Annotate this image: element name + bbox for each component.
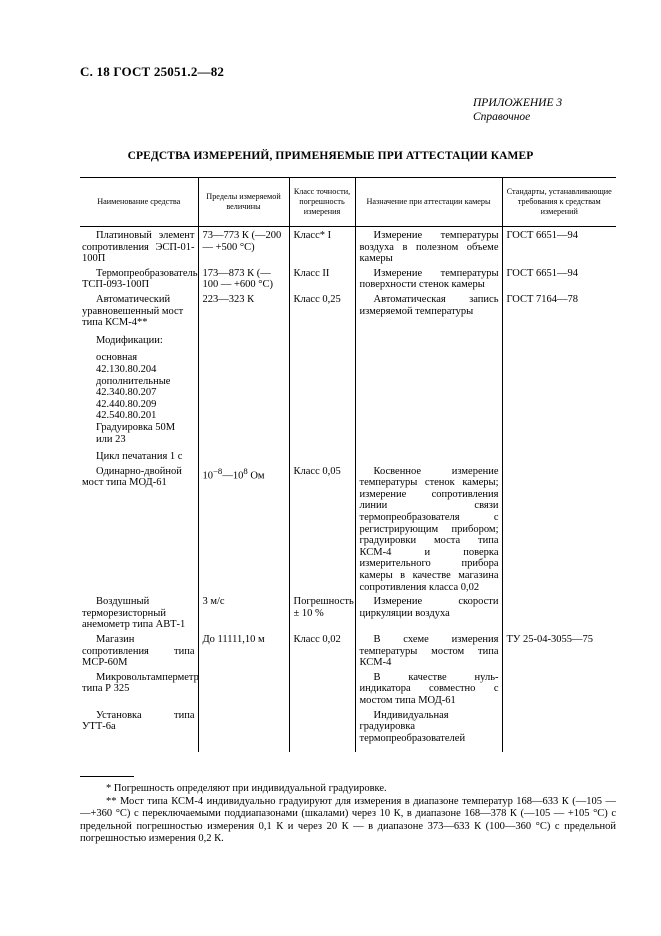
- column-header-standard: Стандарты, устанавливающие требования к средствам измерений: [502, 178, 616, 227]
- footnote-accuracy: * Погрешность определяют при индивидуальной градуировке.: [106, 783, 387, 794]
- cell-purpose: В схеме измерения температуры мостом типа КСМ-4: [355, 631, 502, 669]
- cell-name: Одинарно-двойной мост типа МОД-61: [82, 465, 182, 489]
- page-title: СРЕДСТВА ИЗМЕРЕНИЙ, ПРИМЕНЯЕМЫЕ ПРИ АТТЕСТАЦИИ КАМЕР: [127, 150, 534, 162]
- cell-accuracy: Класс 0,02: [289, 631, 355, 669]
- limits-unit: Ом: [247, 470, 265, 482]
- modification-item: дополнительные: [96, 375, 171, 387]
- cell-purpose: В качестве нуль-индикатора совместно с мостом типа МОД-61: [355, 669, 502, 707]
- table-row: [80, 227, 616, 265]
- cell-name: Установка типа УТТ-6а: [82, 709, 195, 733]
- cell-standard: ТУ 25-04-3055—75: [502, 631, 616, 669]
- table-row: [80, 463, 616, 594]
- cell-name: Термопреобразователь ТСП-093-100П: [82, 267, 198, 291]
- modification-item: 42.340.80.207: [96, 387, 157, 399]
- cell-purpose: Индивидуальная градуировка термопреобразователей: [355, 707, 502, 753]
- cell-name: Воздушный терморезисторный анемометр типа АВТ-1: [82, 596, 186, 631]
- cell-limits: 3 м/с: [198, 593, 289, 631]
- cell-standard: [502, 593, 616, 631]
- footnote-divider: [80, 776, 134, 777]
- limits-exponent-high: 8: [243, 465, 248, 476]
- column-header-accuracy: Класс точности, погрешность измерения: [289, 178, 355, 227]
- cell-limits: До 11111,10 м: [198, 631, 289, 669]
- cell-standard: ГОСТ 6651—94: [502, 265, 616, 291]
- limits-base: 10: [202, 470, 213, 482]
- page-header: С. 18 ГОСТ 25051.2—82: [80, 64, 225, 79]
- table-header-row: [80, 178, 616, 227]
- cell-name: Платиновый элемент сопротивления ЭСП-01-100П: [82, 230, 195, 265]
- modification-item: или 23: [96, 433, 126, 445]
- table-row: [80, 291, 616, 463]
- cell-limits: [198, 669, 289, 707]
- footnote-bridge: ** Мост типа КСМ-4 индивидуально градуируют для измерения в диапазоне температур 168—633 К (—105 — —+360 °С) с переключаемыми поддиапазонами (шкалами) через 10 К, в диапазоне 168—378 К (—105 — +105 °С) с предельной погрешностью измерения 0,1 К и через 20 К — в диапазоне 373—633 К (100—360 °С) с предельной погрешностью измерения 0,2 К.: [80, 795, 616, 844]
- cell-purpose: Автоматическая запись измеряемой температуры: [355, 291, 502, 463]
- cell-name: Магазин сопротивления типа МСР-60М: [82, 634, 195, 669]
- cell-purpose: Измерение скорости циркуляции воздуха: [355, 593, 502, 631]
- appendix-type: Справочное: [473, 111, 531, 123]
- cell-standard: ГОСТ 7164—78: [502, 291, 616, 463]
- table-row: [80, 265, 616, 291]
- column-header-purpose: Назначение при аттестации камеры: [355, 178, 502, 227]
- modification-item: Градуировка 50М: [96, 421, 176, 433]
- instruments-table: [80, 177, 616, 752]
- modification-item: основная: [96, 352, 138, 364]
- cell-limits: 223—323 К: [198, 291, 289, 463]
- cell-standard: [502, 669, 616, 707]
- cell-limits: [198, 707, 289, 753]
- modification-item: 42.440.80.209: [96, 398, 157, 410]
- column-header-limits: Пределы измеряемой величины: [198, 178, 289, 227]
- appendix-label: ПРИЛОЖЕНИЕ 3: [473, 97, 563, 109]
- modifications-label: Модификации:: [96, 334, 163, 346]
- cell-name: Микровольтамперметр типа Р 325: [82, 671, 199, 695]
- cell-limits: 73—773 К (—200 — +500 °С): [198, 227, 289, 265]
- table-row: [80, 631, 616, 669]
- modification-item: 42.540.80.201: [96, 410, 157, 422]
- print-cycle: Цикл печатания 1 с: [96, 451, 183, 463]
- appendix-label-block: [473, 96, 613, 124]
- footnotes: [80, 783, 616, 846]
- cell-limits: [198, 463, 289, 594]
- cell-accuracy: Класс 0,05: [289, 463, 355, 594]
- column-header-name: Наименование средства: [80, 178, 198, 227]
- cell-name-group: [80, 291, 198, 463]
- table-row: [80, 707, 616, 753]
- modification-item: 42.130.80.204: [96, 363, 157, 375]
- table-row: [80, 593, 616, 631]
- cell-standard: [502, 463, 616, 594]
- cell-purpose: Косвенное измерение температуры стенок камеры; измерение сопротивления линии связи термопреобразователя с регистрирующим прибором; градуировки моста типа КСМ-4 и поверка измерительного прибора камеры в качестве магазина сопротивления класса 0,02: [355, 463, 502, 594]
- cell-accuracy: Погрешность ± 10 %: [289, 593, 355, 631]
- cell-standard: ГОСТ 6651—94: [502, 227, 616, 265]
- cell-limits: 173—873 К (—100 — +600 °С): [198, 265, 289, 291]
- cell-name: Автоматический уравновешенный мост типа КСМ-4**: [82, 293, 184, 329]
- cell-purpose: Измерение температуры поверхности стенок камеры: [355, 265, 502, 291]
- cell-accuracy: [289, 707, 355, 753]
- cell-accuracy: Класс 0,25: [289, 291, 355, 463]
- cell-accuracy: Класс II: [289, 265, 355, 291]
- cell-standard: [502, 707, 616, 753]
- cell-accuracy: Класс* I: [289, 227, 355, 265]
- limits-exponent-low: −8: [213, 465, 223, 476]
- cell-accuracy: [289, 669, 355, 707]
- table-row: [80, 669, 616, 707]
- limits-mid: —10: [222, 470, 244, 482]
- cell-purpose: Измерение температуры воздуха в полезном объеме камеры: [355, 227, 502, 265]
